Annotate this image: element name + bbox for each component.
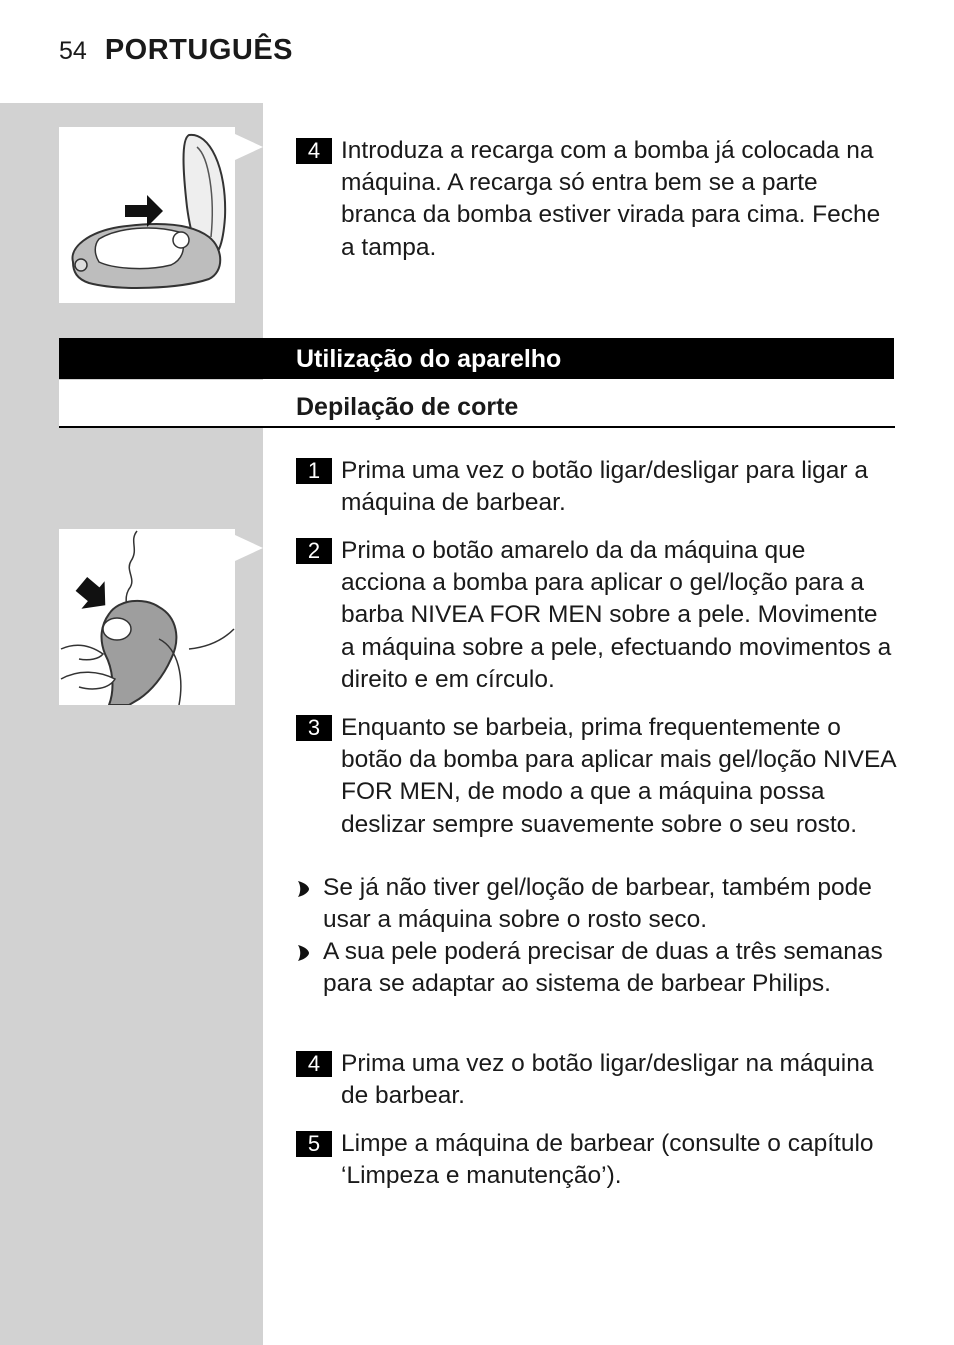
bullet-item	[296, 872, 896, 936]
intro-step	[296, 135, 896, 264]
step-3	[296, 712, 896, 841]
step-1	[296, 455, 896, 519]
shaver-refill-insert-icon	[59, 127, 235, 303]
subheading-band	[59, 380, 263, 426]
step-number: 3	[296, 715, 332, 741]
subheading-rule	[59, 426, 895, 428]
section-title: Utilização do aparelho	[296, 345, 562, 373]
shaver-pump-button-illustration	[59, 529, 235, 705]
shaver-refill-insert-illustration	[59, 127, 235, 303]
shaver-pump-button-icon	[59, 529, 235, 705]
page-header	[59, 34, 293, 74]
step-text: Prima o botão amarelo da da máquina que acciona a bomba para aplicar o gel/loção para a barba NIVEA FOR MEN sobre a pele. Movimente a máquina sobre a pele, efectuando movimentos a direito e em círculo.	[341, 537, 892, 693]
page-number: 54	[59, 37, 87, 65]
step-text: Prima uma vez o botão ligar/desligar para ligar a máquina de barbear.	[341, 457, 869, 517]
subsection-title: Depilação de corte	[296, 393, 519, 421]
step-text: Introduza a recarga com a bomba já colocada na máquina. A recarga só entra bem se a parte branca da bomba estiver virada para cima. Feche a tampa.	[341, 137, 881, 261]
step-4	[296, 1048, 896, 1112]
bullet-icon	[296, 880, 310, 898]
step-text: Prima uma vez o botão ligar/desligar na máquina de barbear.	[341, 1050, 874, 1110]
step-2	[296, 535, 896, 696]
step-5	[296, 1128, 896, 1192]
step-number: 4	[296, 138, 332, 164]
bullet-text: A sua pele poderá precisar de duas a três semanas para se adaptar ao sistema de barbear Philips.	[323, 938, 883, 998]
step-number: 2	[296, 538, 332, 564]
bullet-icon	[296, 944, 310, 962]
step-number: 4	[296, 1051, 332, 1077]
figure-pointer	[235, 535, 263, 561]
page-language-title: PORTUGUÊS	[104, 34, 293, 66]
bullet-item	[296, 936, 896, 1000]
step-number: 5	[296, 1131, 332, 1157]
bullet-text: Se já não tiver gel/loção de barbear, também pode usar a máquina sobre o rosto seco.	[323, 874, 872, 934]
figure-pointer	[235, 134, 263, 160]
step-text: Limpe a máquina de barbear (consulte o capítulo ‘Limpeza e manutenção’).	[341, 1130, 874, 1190]
step-number: 1	[296, 458, 332, 484]
step-text: Enquanto se barbeia, prima frequentemente o botão da bomba para aplicar mais gel/loção NIVEA FOR MEN, de modo a que a máquina possa deslizar sempre suavemente sobre o seu rosto.	[341, 714, 896, 838]
